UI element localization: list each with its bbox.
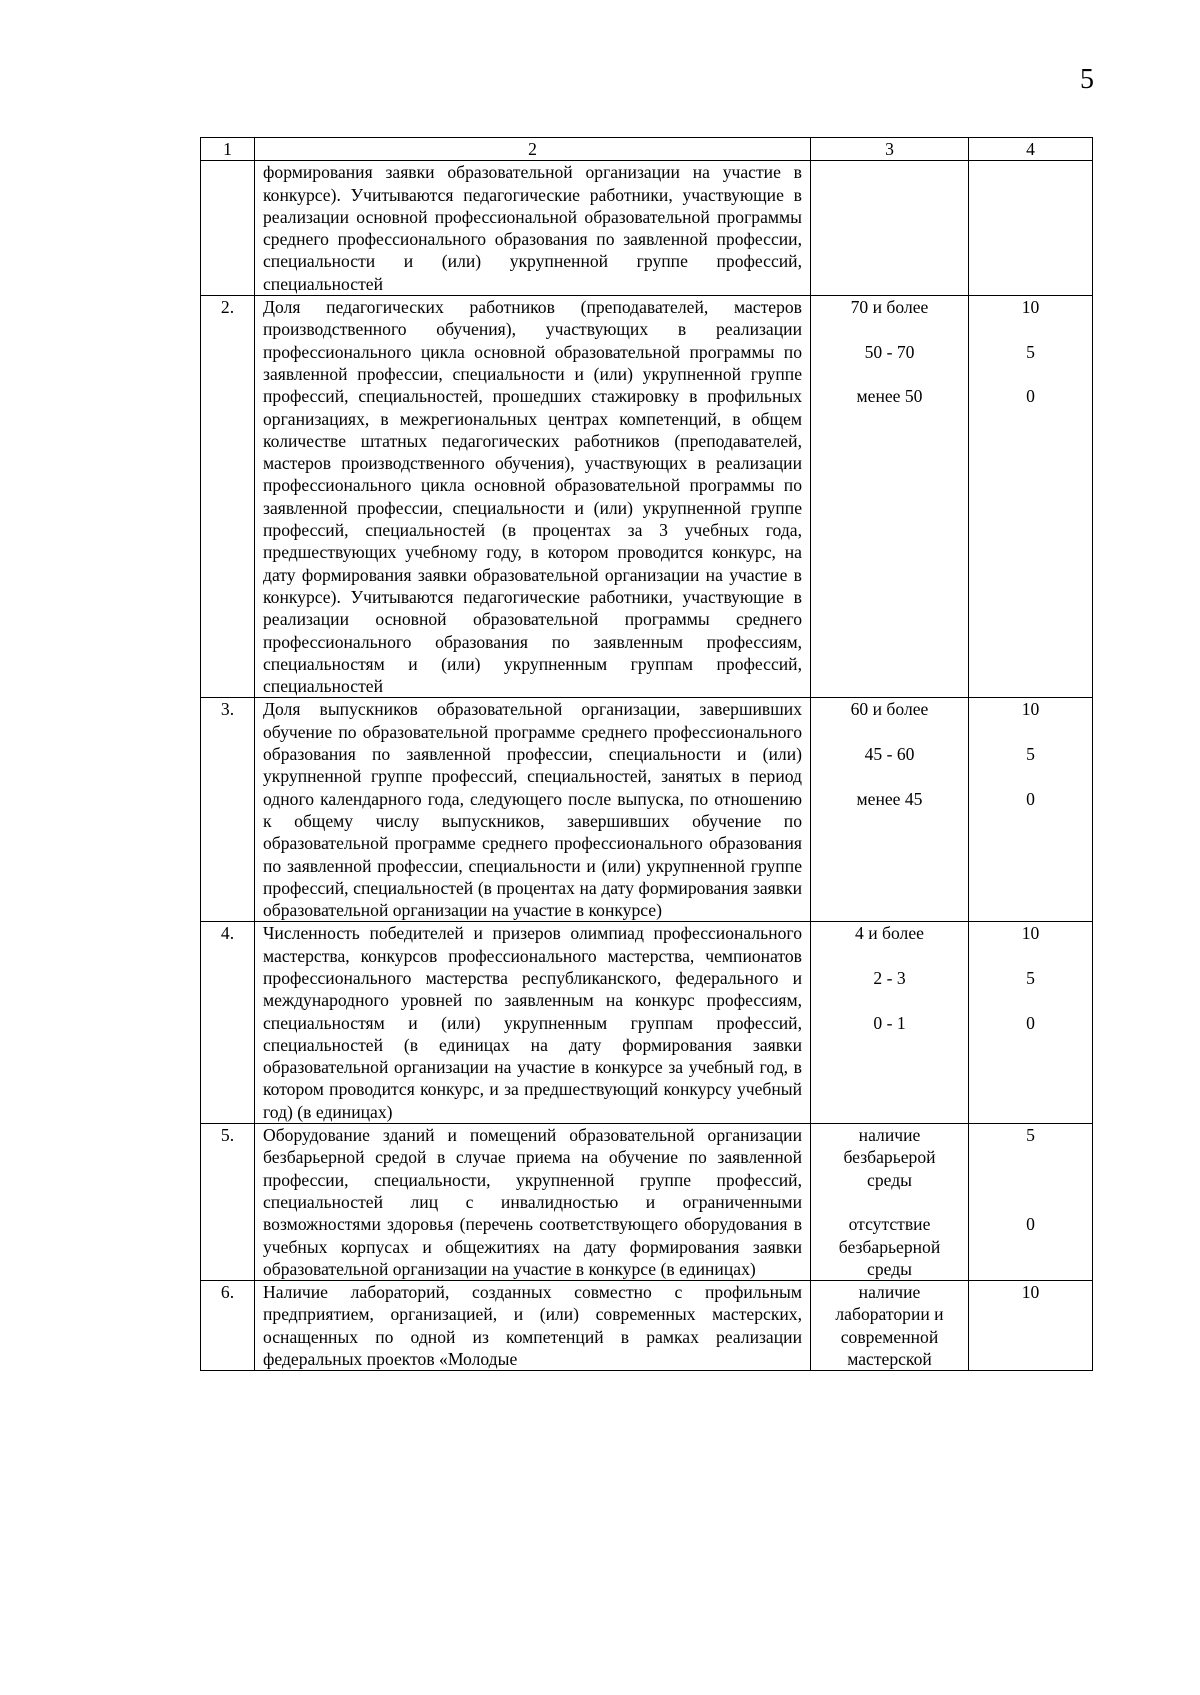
table-row: [201, 1124, 1093, 1281]
header-col-4: 4: [969, 138, 1093, 161]
table-row: [201, 922, 1093, 1124]
score-item: 5: [1026, 341, 1035, 362]
table-row: [201, 1281, 1093, 1371]
criterion-values: [811, 1124, 969, 1281]
value-item: наличие лаборатории и современной мастерской: [835, 1282, 944, 1370]
table-row: [201, 698, 1093, 922]
score-item: 0: [1026, 1214, 1035, 1235]
score-item: 10: [1021, 923, 1040, 944]
criterion-text: Численность победителей и призеров олимпиад профессионального мастерства, конкурсов профессионального мастерства, чемпионатов профессионального мастерства республиканского, федерального и международного уровней по заявленным на конкурс профессиям, специальностям и (или) укрупненным группам профессий, специальностей (в единицах на дату формирования заявки образовательной организации на участие в конкурсе за учебный год, в котором проводится конкурс, и за предшествующий конкурсу учебный год) (в единицах): [255, 922, 811, 1124]
table-header-row: [201, 138, 1093, 161]
score-item: 0: [1026, 1012, 1035, 1033]
row-number: 4.: [201, 922, 255, 1124]
criterion-scores: [969, 161, 1093, 296]
criterion-text: Доля выпускников образовательной организации, завершивших обучение по образовательной программе среднего профессионального образования по заявленной профессии, специальности и (или) укрупненной группе профессий, специальностей, занятых в период одного календарного года, следующего после выпуска, по отношению к общему числу выпускников, завершивших обучение по образовательной программе среднего профессионального образования по заявленной профессии, специальности и (или) укрупненной группе профессий, специальностей (в процентах на дату формирования заявки образовательной организации на участие в конкурсе): [255, 698, 811, 922]
score-item: 10: [1021, 1282, 1040, 1303]
value-item: 60 и более: [850, 699, 929, 720]
value-item: 45 - 60: [864, 744, 915, 765]
row-number: 2.: [201, 296, 255, 698]
header-col-3: 3: [811, 138, 969, 161]
criterion-values: [811, 1281, 969, 1371]
value-item: 70 и более: [850, 297, 929, 318]
criterion-values: [811, 296, 969, 698]
header-col-1: 1: [201, 138, 255, 161]
value-item: менее 50: [856, 386, 923, 407]
value-item: отсутствие безбарьерной среды: [838, 1214, 941, 1279]
score-item: 5: [1026, 1125, 1035, 1146]
table-row: [201, 161, 1093, 296]
score-item: 5: [1026, 967, 1035, 988]
row-number: 3.: [201, 698, 255, 922]
criterion-values: [811, 161, 969, 296]
row-number: 5.: [201, 1124, 255, 1281]
criterion-text: Доля педагогических работников (преподавателей, мастеров производственного обучения), участвующих в реализации профессионального цикла основной образовательной программы по заявленной профессии, специальности и (или) укрупненной группе профессий, специальностей, прошедших стажировку в профильных организациях, в межрегиональных центрах компетенций, в общем количестве штатных педагогических работников (преподавателей, мастеров производственного обучения), участвующих в реализации профессионального цикла основной образовательной программы по заявленной профессии, специальности и (или) укрупненной группе профессий, специальностей (в процентах за 3 учебных года, предшествующих учебному году, в котором проводится конкурс, на дату формирования заявки образовательной организации на участие в конкурсе). Учитываются педагогические работники, участвующие в реализации основной образовательной программы среднего профессионального образования по заявленным профессиям, специальностям и (или) укрупненным группам профессий, специальностей: [255, 296, 811, 698]
value-item: 0 - 1: [873, 1012, 906, 1033]
score-item: 5: [1026, 744, 1035, 765]
criterion-scores: [969, 296, 1093, 698]
value-item: наличие безбарьерой среды: [843, 1125, 936, 1190]
criterion-scores: [969, 698, 1093, 922]
criterion-text: Оборудование зданий и помещений образовательной организации безбарьерной средой в случае приема на обучение по заявленной профессии, специальности, укрупненной группе профессий, специальностей лиц с инвалидностью и ограниченными возможностями здоровья (перечень соответствующего оборудования в учебных корпусах и общежитиях на дату формирования заявки образовательной организации на участие в конкурсе (в единицах): [255, 1124, 811, 1281]
criterion-scores: [969, 1124, 1093, 1281]
score-item: 0: [1026, 788, 1035, 809]
criterion-values: [811, 922, 969, 1124]
score-item: 10: [1021, 297, 1040, 318]
criterion-values: [811, 698, 969, 922]
criterion-scores: [969, 922, 1093, 1124]
score-item: 0: [1026, 386, 1035, 407]
value-item: 50 - 70: [864, 341, 915, 362]
value-item: менее 45: [856, 788, 923, 809]
value-item: 4 и более: [855, 923, 924, 944]
score-item: 10: [1021, 699, 1040, 720]
value-item: 2 - 3: [873, 967, 906, 988]
row-number: [201, 161, 255, 296]
table-row: [201, 296, 1093, 698]
row-number: 6.: [201, 1281, 255, 1371]
criterion-text: формирования заявки образовательной организации на участие в конкурсе). Учитываются педагогические работники, участвующие в реализации основной профессиональной образовательной программы среднего профессионального образования по заявленной профессии, специальности и (или) укрупненной группе профессий, специальностей: [255, 161, 811, 296]
page-number: 5: [1080, 64, 1094, 95]
criterion-text: Наличие лабораторий, созданных совместно с профильным предприятием, организацией, и (или) современных мастерских, оснащенных по одной из компетенций в рамках реализации федеральных проектов «Молодые: [255, 1281, 811, 1371]
criteria-table: [200, 137, 1093, 1371]
criterion-scores: [969, 1281, 1093, 1371]
header-col-2: 2: [255, 138, 811, 161]
